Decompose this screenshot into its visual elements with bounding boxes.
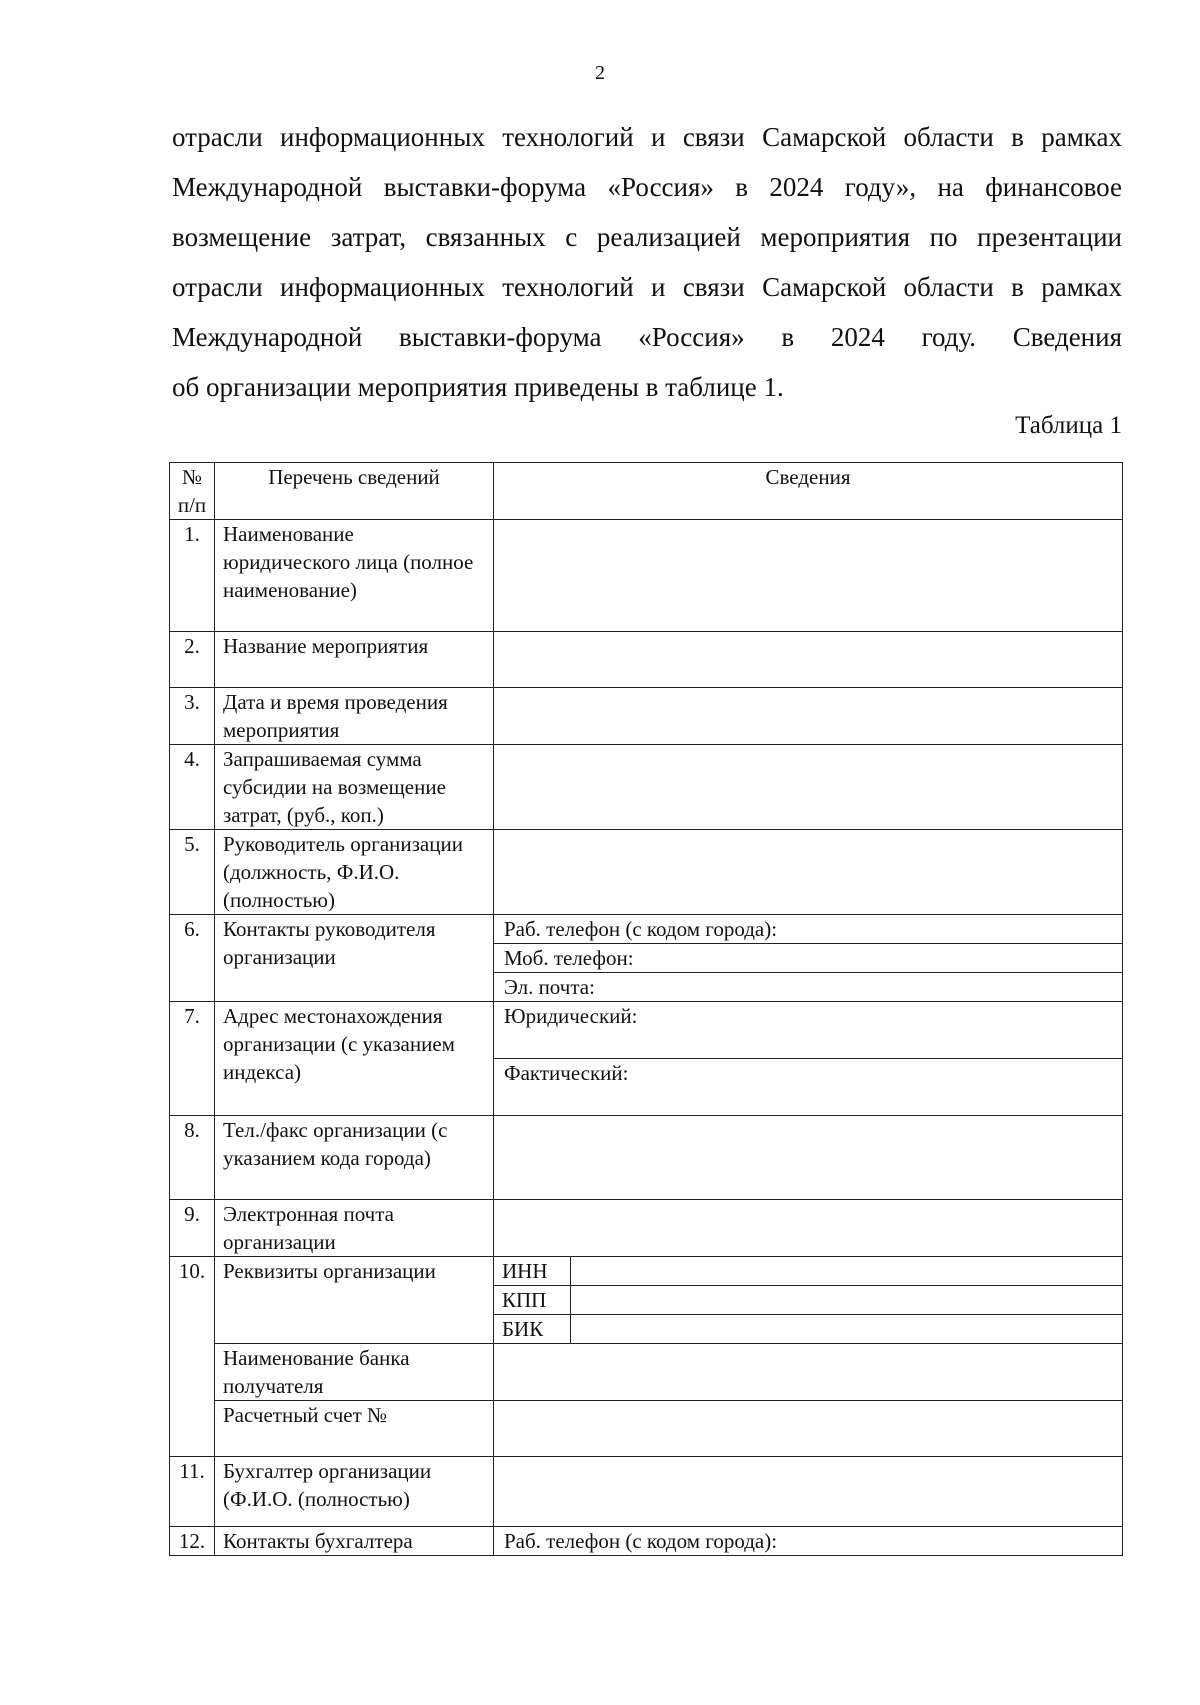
bank-name-field[interactable] xyxy=(494,1344,1123,1401)
row-number: 2. xyxy=(170,632,215,688)
table-header-row xyxy=(170,463,1123,520)
table-row xyxy=(170,1257,1123,1344)
row-number: 9. xyxy=(170,1200,215,1257)
table-row xyxy=(170,830,1123,915)
kpp-label: КПП xyxy=(494,1286,571,1314)
paragraph-line: Международной выставки-форума «Россия» в 2024 году», на финансовое xyxy=(172,172,1122,202)
requisites-cell xyxy=(494,1257,1123,1344)
table-row xyxy=(170,1116,1123,1200)
row-label: Запрашиваемая сумма субсидии на возмещение затрат, (руб., коп.) xyxy=(215,745,494,830)
table-row xyxy=(170,520,1123,632)
kpp-field[interactable] xyxy=(571,1286,1122,1314)
row-number: 1. xyxy=(170,520,215,632)
bik-field[interactable] xyxy=(571,1315,1122,1343)
row-label: Реквизиты организации xyxy=(215,1257,494,1344)
paragraph-line: отрасли информационных технологий и связи Самарской области в рамках xyxy=(172,122,1122,152)
row-value-cell[interactable] xyxy=(494,520,1123,632)
row-value-cell[interactable] xyxy=(494,1116,1123,1200)
header-list: Перечень сведений xyxy=(215,463,494,520)
mobile-phone-field[interactable]: Моб. телефон: xyxy=(494,944,1122,973)
body-paragraph xyxy=(172,112,1122,412)
accountant-work-phone-field[interactable]: Раб. телефон (с кодом города): xyxy=(504,1529,778,1553)
header-info: Сведения xyxy=(494,463,1123,520)
accountant-contacts-cell xyxy=(494,1527,1123,1556)
table-row xyxy=(170,1002,1123,1116)
inn-field[interactable] xyxy=(571,1257,1122,1285)
account-number-field[interactable] xyxy=(494,1401,1123,1457)
email-field[interactable]: Эл. почта: xyxy=(504,975,595,999)
row-number: 11. xyxy=(170,1457,215,1527)
address-cell xyxy=(494,1002,1123,1116)
info-table xyxy=(169,462,1123,1556)
paragraph-line: отрасли информационных технологий и связи Самарской области в рамках xyxy=(172,272,1122,302)
paragraph-line: возмещение затрат, связанных с реализацией мероприятия по презентации xyxy=(172,222,1122,252)
row-label: Название мероприятия xyxy=(215,632,494,688)
table-row xyxy=(170,1344,1123,1401)
row-number: 4. xyxy=(170,745,215,830)
row-label: Контакты бухгалтера xyxy=(215,1527,494,1556)
row-label: Руководитель организации (должность, Ф.И.О. (полностью) xyxy=(215,830,494,915)
row-value-cell[interactable] xyxy=(494,1200,1123,1257)
contacts-cell xyxy=(494,915,1123,1002)
bik-label: БИК xyxy=(494,1315,571,1343)
row-label: Наименование банка получателя xyxy=(215,1344,494,1401)
page-number: 2 xyxy=(595,62,605,84)
legal-address-field[interactable]: Юридический: xyxy=(494,1002,1122,1059)
table-row xyxy=(170,632,1123,688)
row-label: Бухгалтер организации (Ф.И.О. (полностью) xyxy=(215,1457,494,1527)
row-label: Наименование юридического лица (полное наименование) xyxy=(215,520,494,632)
row-value-cell[interactable] xyxy=(494,632,1123,688)
row-number: 10. xyxy=(170,1257,215,1457)
row-number: 5. xyxy=(170,830,215,915)
table-row xyxy=(170,1200,1123,1257)
row-label: Расчетный счет № xyxy=(215,1401,494,1457)
row-label: Электронная почта организации xyxy=(215,1200,494,1257)
inn-row xyxy=(494,1257,1122,1286)
row-label: Тел./факс организации (с указанием кода города) xyxy=(215,1116,494,1200)
table-caption: Таблица 1 xyxy=(1015,412,1122,439)
paragraph-line: Международной выставки-форума «Россия» в 2024 году. Сведения xyxy=(172,322,1122,352)
table-row xyxy=(170,745,1123,830)
table-row xyxy=(170,915,1123,1002)
row-label: Контакты руководителя организации xyxy=(215,915,494,1002)
table-row xyxy=(170,1457,1123,1527)
kpp-row xyxy=(494,1286,1122,1315)
row-number: 3. xyxy=(170,688,215,745)
table-row xyxy=(170,1527,1123,1556)
inn-label: ИНН xyxy=(494,1257,571,1285)
row-number: 6. xyxy=(170,915,215,1002)
row-value-cell[interactable] xyxy=(494,688,1123,745)
table-row xyxy=(170,1401,1123,1457)
row-label: Дата и время проведения мероприятия xyxy=(215,688,494,745)
row-number: 8. xyxy=(170,1116,215,1200)
row-value-cell[interactable] xyxy=(494,1457,1123,1527)
row-number: 12. xyxy=(170,1527,215,1556)
row-label: Адрес местонахождения организации (с указанием индекса) xyxy=(215,1002,494,1116)
paragraph-line: об организации мероприятия приведены в таблице 1. xyxy=(172,372,784,402)
header-num: № п/п xyxy=(170,463,215,520)
row-value-cell[interactable] xyxy=(494,830,1123,915)
work-phone-field[interactable]: Раб. телефон (с кодом города): xyxy=(494,915,1122,944)
bik-row xyxy=(494,1315,1122,1343)
table-row xyxy=(170,688,1123,745)
row-number: 7. xyxy=(170,1002,215,1116)
actual-address-field[interactable]: Фактический: xyxy=(504,1061,629,1085)
row-value-cell[interactable] xyxy=(494,745,1123,830)
